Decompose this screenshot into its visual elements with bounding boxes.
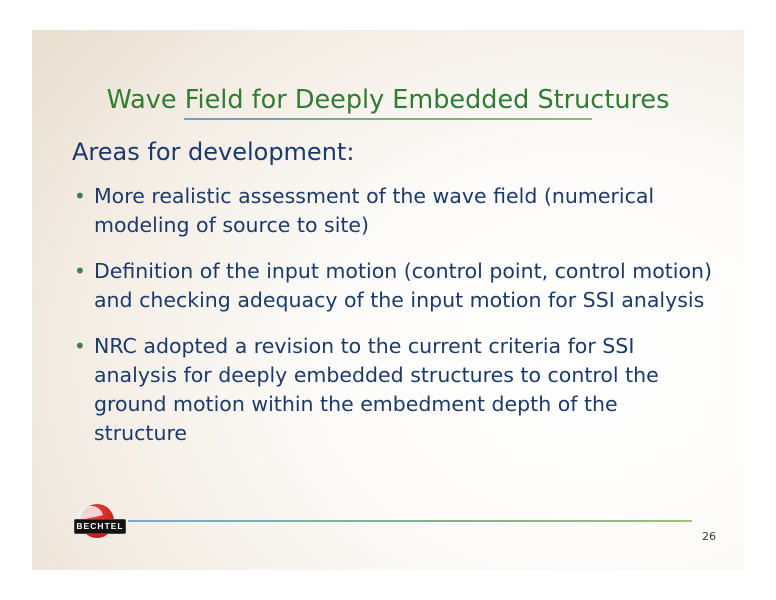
page-title: Wave Field for Deeply Embedded Structures <box>106 85 670 115</box>
logo-wordmark: BECHTEL <box>74 519 126 534</box>
bullet-list <box>68 182 716 465</box>
bullet-marker-icon: • <box>74 259 86 283</box>
title-divider <box>184 118 592 120</box>
footer-divider <box>128 520 692 522</box>
list-item <box>68 257 716 315</box>
list-item-text: NRC adopted a revision to the current criteria for SSI analysis for deeply embedded structures to control the ground motion within the embedment depth of the structure <box>94 334 659 445</box>
page-number: 26 <box>702 530 716 543</box>
bullet-marker-icon: • <box>74 334 86 358</box>
list-item-text: More realistic assessment of the wave field (numerical modeling of source to site) <box>94 184 655 237</box>
list-item <box>68 182 716 240</box>
section-subheading: Areas for development: <box>72 138 355 166</box>
slide <box>32 30 744 570</box>
bechtel-logo-icon <box>74 503 126 539</box>
list-item <box>68 332 716 448</box>
list-item-text: Definition of the input motion (control point, control motion) and checking adequacy of the input motion for SSI analysis <box>94 259 713 312</box>
bullet-marker-icon: • <box>74 184 86 208</box>
